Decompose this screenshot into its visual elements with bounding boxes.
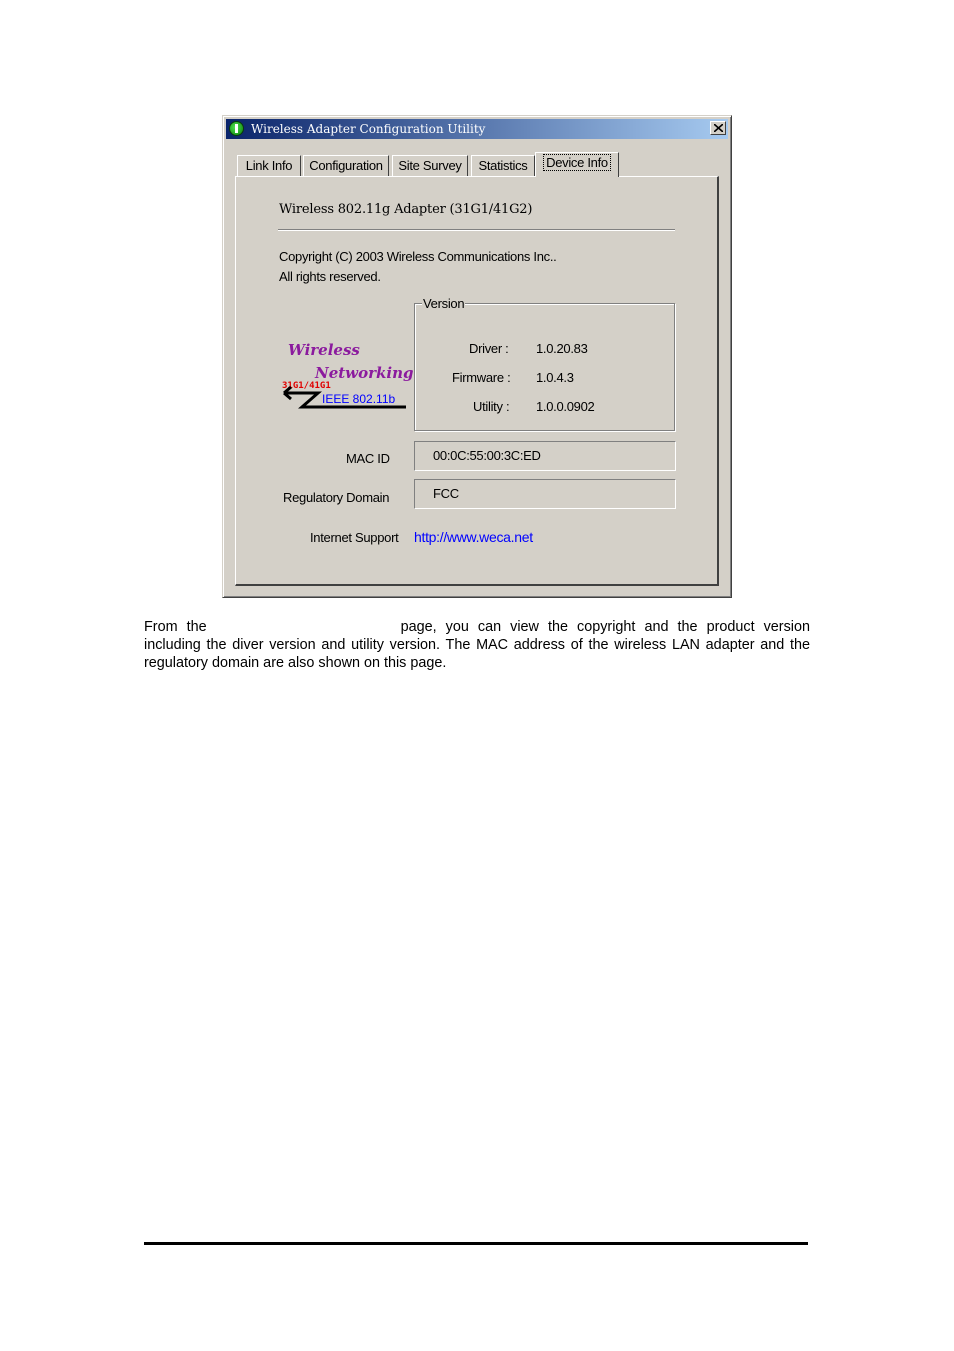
close-icon xyxy=(714,124,723,132)
wireless-networking-logo: Wireless Networking 31G1/41G1 IEEE 802.11b xyxy=(280,337,410,417)
adapter-name: Wireless 802.11g Adapter (31G1/41G2) xyxy=(279,202,533,217)
description-paragraph xyxy=(144,618,810,672)
para-rest: page, you can view the copyright and the product version including the diver version and utility version. The MAC address of the wireless LAN adapter and the regulatory domain are also shown on this page. xyxy=(144,619,810,671)
para-start: From the xyxy=(144,619,207,635)
firmware-label: Firmware : xyxy=(452,370,511,385)
version-group xyxy=(414,296,675,431)
driver-label: Driver : xyxy=(469,341,509,356)
firmware-value: 1.0.4.3 xyxy=(536,370,574,385)
title-bar[interactable] xyxy=(226,119,728,139)
copyright-text: Copyright (C) 2003 Wireless Communications Inc.. xyxy=(279,249,557,264)
rights-text: All rights reserved. xyxy=(279,269,381,284)
version-legend: Version xyxy=(423,296,465,311)
tab-device-info[interactable]: Device Info xyxy=(535,152,619,177)
tab-statistics[interactable]: Statistics xyxy=(471,155,535,176)
support-link[interactable]: http://www.weca.net xyxy=(414,529,533,545)
regulatory-domain-label: Regulatory Domain xyxy=(283,490,390,505)
mac-label: MAC ID xyxy=(346,451,390,466)
mac-field: 00:0C:55:00:3C:ED xyxy=(414,441,676,471)
tab-configuration[interactable]: Configuration xyxy=(303,155,389,176)
tab-link-info[interactable]: Link Info xyxy=(237,155,301,176)
utility-value: 1.0.0.0902 xyxy=(536,399,595,414)
footer-rule xyxy=(144,1242,808,1245)
utility-label: Utility : xyxy=(473,399,510,414)
separator xyxy=(278,229,675,231)
device-info-panel xyxy=(235,176,719,586)
app-icon xyxy=(229,121,244,136)
driver-value: 1.0.20.83 xyxy=(536,341,588,356)
utility-window xyxy=(222,115,732,598)
regulatory-domain-field: FCC xyxy=(414,479,676,509)
tab-site-survey[interactable]: Site Survey xyxy=(392,155,468,176)
window-title: Wireless Adapter Configuration Utility xyxy=(251,122,486,136)
close-button[interactable] xyxy=(710,121,726,135)
internet-support-label: Internet Support xyxy=(310,530,399,545)
